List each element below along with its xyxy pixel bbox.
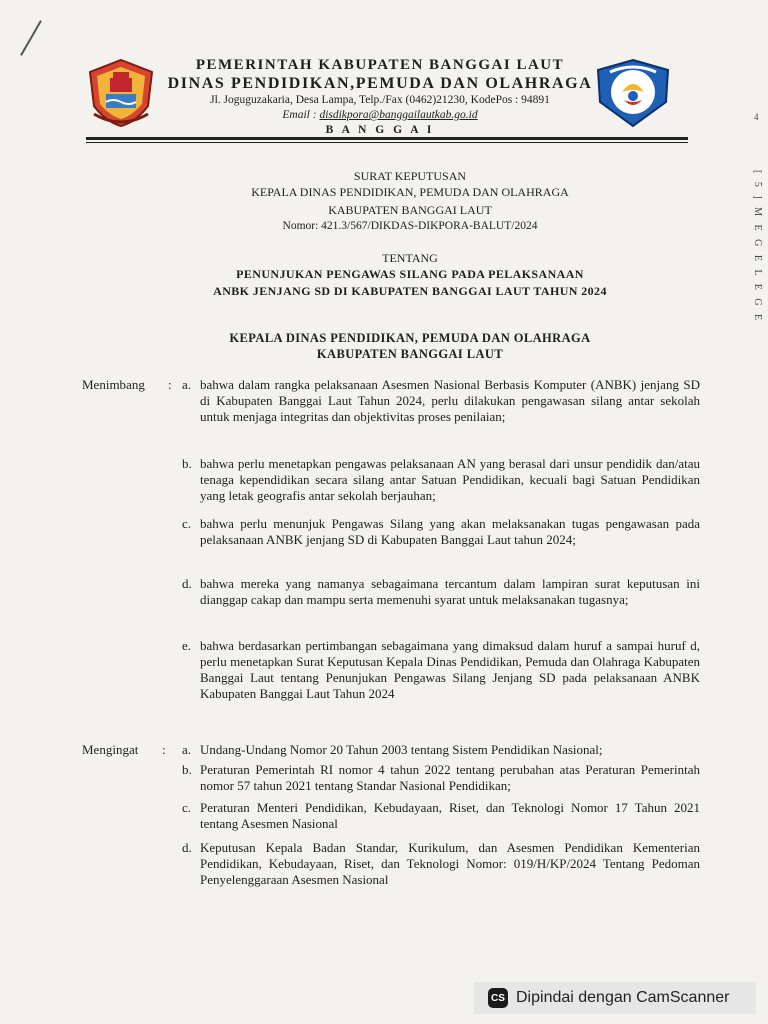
item-letter: d. [182, 840, 192, 855]
email-label: Email : [282, 109, 317, 121]
office-name: DINAS PENDIDIKAN,PEMUDA DAN OLAHRAGA [167, 75, 593, 92]
item-text: bahwa perlu menunjuk Pengawas Silang yang akan melaksanakan tugas pengawasan pada pelaksanaan ANBK jenjang SD di Kabupaten Banggai Laut tahun 2024; [200, 516, 700, 547]
item-letter: d. [182, 576, 192, 591]
item-letter: b. [182, 456, 192, 471]
camscanner-watermark [474, 982, 756, 1014]
item-letter: a. [182, 742, 192, 757]
menimbang-colon: : [168, 377, 172, 392]
decree-subject-line2: ANBK JENJANG SD DI KABUPATEN BANGGAI LAUT TAHUN 2024 [213, 284, 607, 298]
pen-mark [20, 20, 42, 56]
issuer-heading-line1: KEPALA DINAS PENDIDIKAN, PEMUDA DAN OLAHRAGA [229, 331, 591, 345]
decree-issuer: KEPALA DINAS PENDIDIKAN, PEMUDA DAN OLAHRAGA [251, 185, 569, 199]
item-text: Undang-Undang Nomor 20 Tahun 2003 tentang Sistem Pendidikan Nasional; [200, 742, 603, 757]
decree-number: Nomor: 421.3/567/DIKDAS-DIKPORA-BALUT/2024 [282, 220, 538, 232]
mengingat-colon: : [162, 742, 166, 757]
margin-vertical-text: [ 5 ] M E G E L E G E [752, 170, 763, 324]
menimbang-item-d [182, 576, 700, 608]
mengingat-label: Mengingat [82, 742, 139, 757]
menimbang-item-c [182, 516, 700, 548]
item-letter: e. [182, 638, 192, 653]
item-letter: c. [182, 516, 192, 531]
letterhead [160, 56, 600, 138]
mengingat-item-a [182, 742, 700, 758]
decree-regency: KABUPATEN BANGGAI LAUT [328, 203, 492, 217]
margin-number: 4 [754, 112, 759, 122]
issuer-heading-line2: KABUPATEN BANGGAI LAUT [316, 347, 504, 361]
menimbang-item-e [182, 638, 700, 702]
menimbang-label: Menimbang [82, 377, 145, 392]
ministry-emblem-icon [596, 58, 670, 128]
letterhead-rule-thin [86, 142, 688, 143]
letterhead-rule-thick [86, 137, 688, 140]
menimbang-item-a [182, 377, 700, 425]
item-text: Peraturan Menteri Pendidikan, Kebudayaan, Riset, dan Teknologi Nomor 17 Tahun 2021 tentang Asesmen Nasional [200, 800, 700, 831]
decree-subject-line1: PENUNJUKAN PENGAWAS SILANG PADA PELAKSANAAN [236, 267, 584, 281]
item-letter: a. [182, 377, 192, 392]
office-email-line [160, 108, 600, 123]
email-link[interactable]: disdikpora@banggailautkab.go.id [319, 109, 478, 121]
item-text: Keputusan Kepala Badan Standar, Kurikulum, dan Asesmen Pendidikan Kementerian Pendidikan, Kebudayaan, Riset, dan Teknologi Nomor: 019/H/KP/2024 Tentang Pedoman Penyelenggaraan Asesmen Nasional [200, 840, 700, 887]
mengingat-item-c [182, 800, 700, 832]
item-text: bahwa berdasarkan pertimbangan sebagaimana yang dimaksud dalam huruf a sampai huruf d, perlu menetapkan Surat Keputusan Kepala Dinas Pendidikan, Pemuda dan Olahraga Kabupaten Banggai Laut tentang Penunjukan Pengawas Silang Jenjang SD pada pelaksanaan ANBK Kabupaten Banggai Laut Tahun 2024 [200, 638, 700, 701]
menimbang-item-b [182, 456, 700, 504]
office-city: B A N G G A I [325, 124, 435, 136]
item-text: Peraturan Pemerintah RI nomor 4 tahun 2022 tentang perubahan atas Peraturan Pemerintah nomor 57 tahun 2021 tentang Standar Nasional Pendidikan; [200, 762, 700, 793]
item-letter: c. [182, 800, 192, 815]
item-text: bahwa dalam rangka pelaksanaan Asesmen Nasional Berbasis Komputer (ANBK) jenjang SD di Kabupaten Banggai Laut Tahun 2024, perlu dilakukan pengawasan silang antar sekolah untuk menjaga integritas dan objektivitas proses penilaian; [200, 377, 700, 424]
government-name: PEMERINTAH KABUPATEN BANGGAI LAUT [195, 57, 565, 73]
mengingat-item-b [182, 762, 700, 794]
item-text: bahwa mereka yang namanya sebagaimana tercantum dalam lampiran surat keputusan ini dianggap cakap dan mampu serta memenuhi syarat untuk melaksanakan tugasnya; [200, 576, 700, 607]
item-text: bahwa perlu menetapkan pengawas pelaksanaan AN yang berasal dari unsur pendidik dan/atau tenaga kependidikan secara silang antar Satuan Pendidikan, kecuali bagi Satuan Pendidikan yang letak geografis antar sekolah berjauhan; [200, 456, 700, 503]
decree-tentang: TENTANG [382, 251, 438, 265]
decree-title: SURAT KEPUTUSAN [353, 169, 467, 183]
office-address: Jl. Joguguzakaria, Desa Lampa, Telp./Fax (0462)21230, KodePos : 94891 [210, 94, 550, 106]
camscanner-logo-icon: CS [488, 988, 508, 1008]
mengingat-item-d [182, 840, 700, 888]
camscanner-text: Dipindai dengan CamScanner [516, 989, 730, 1006]
regency-emblem-icon [86, 58, 156, 128]
item-letter: b. [182, 762, 192, 777]
